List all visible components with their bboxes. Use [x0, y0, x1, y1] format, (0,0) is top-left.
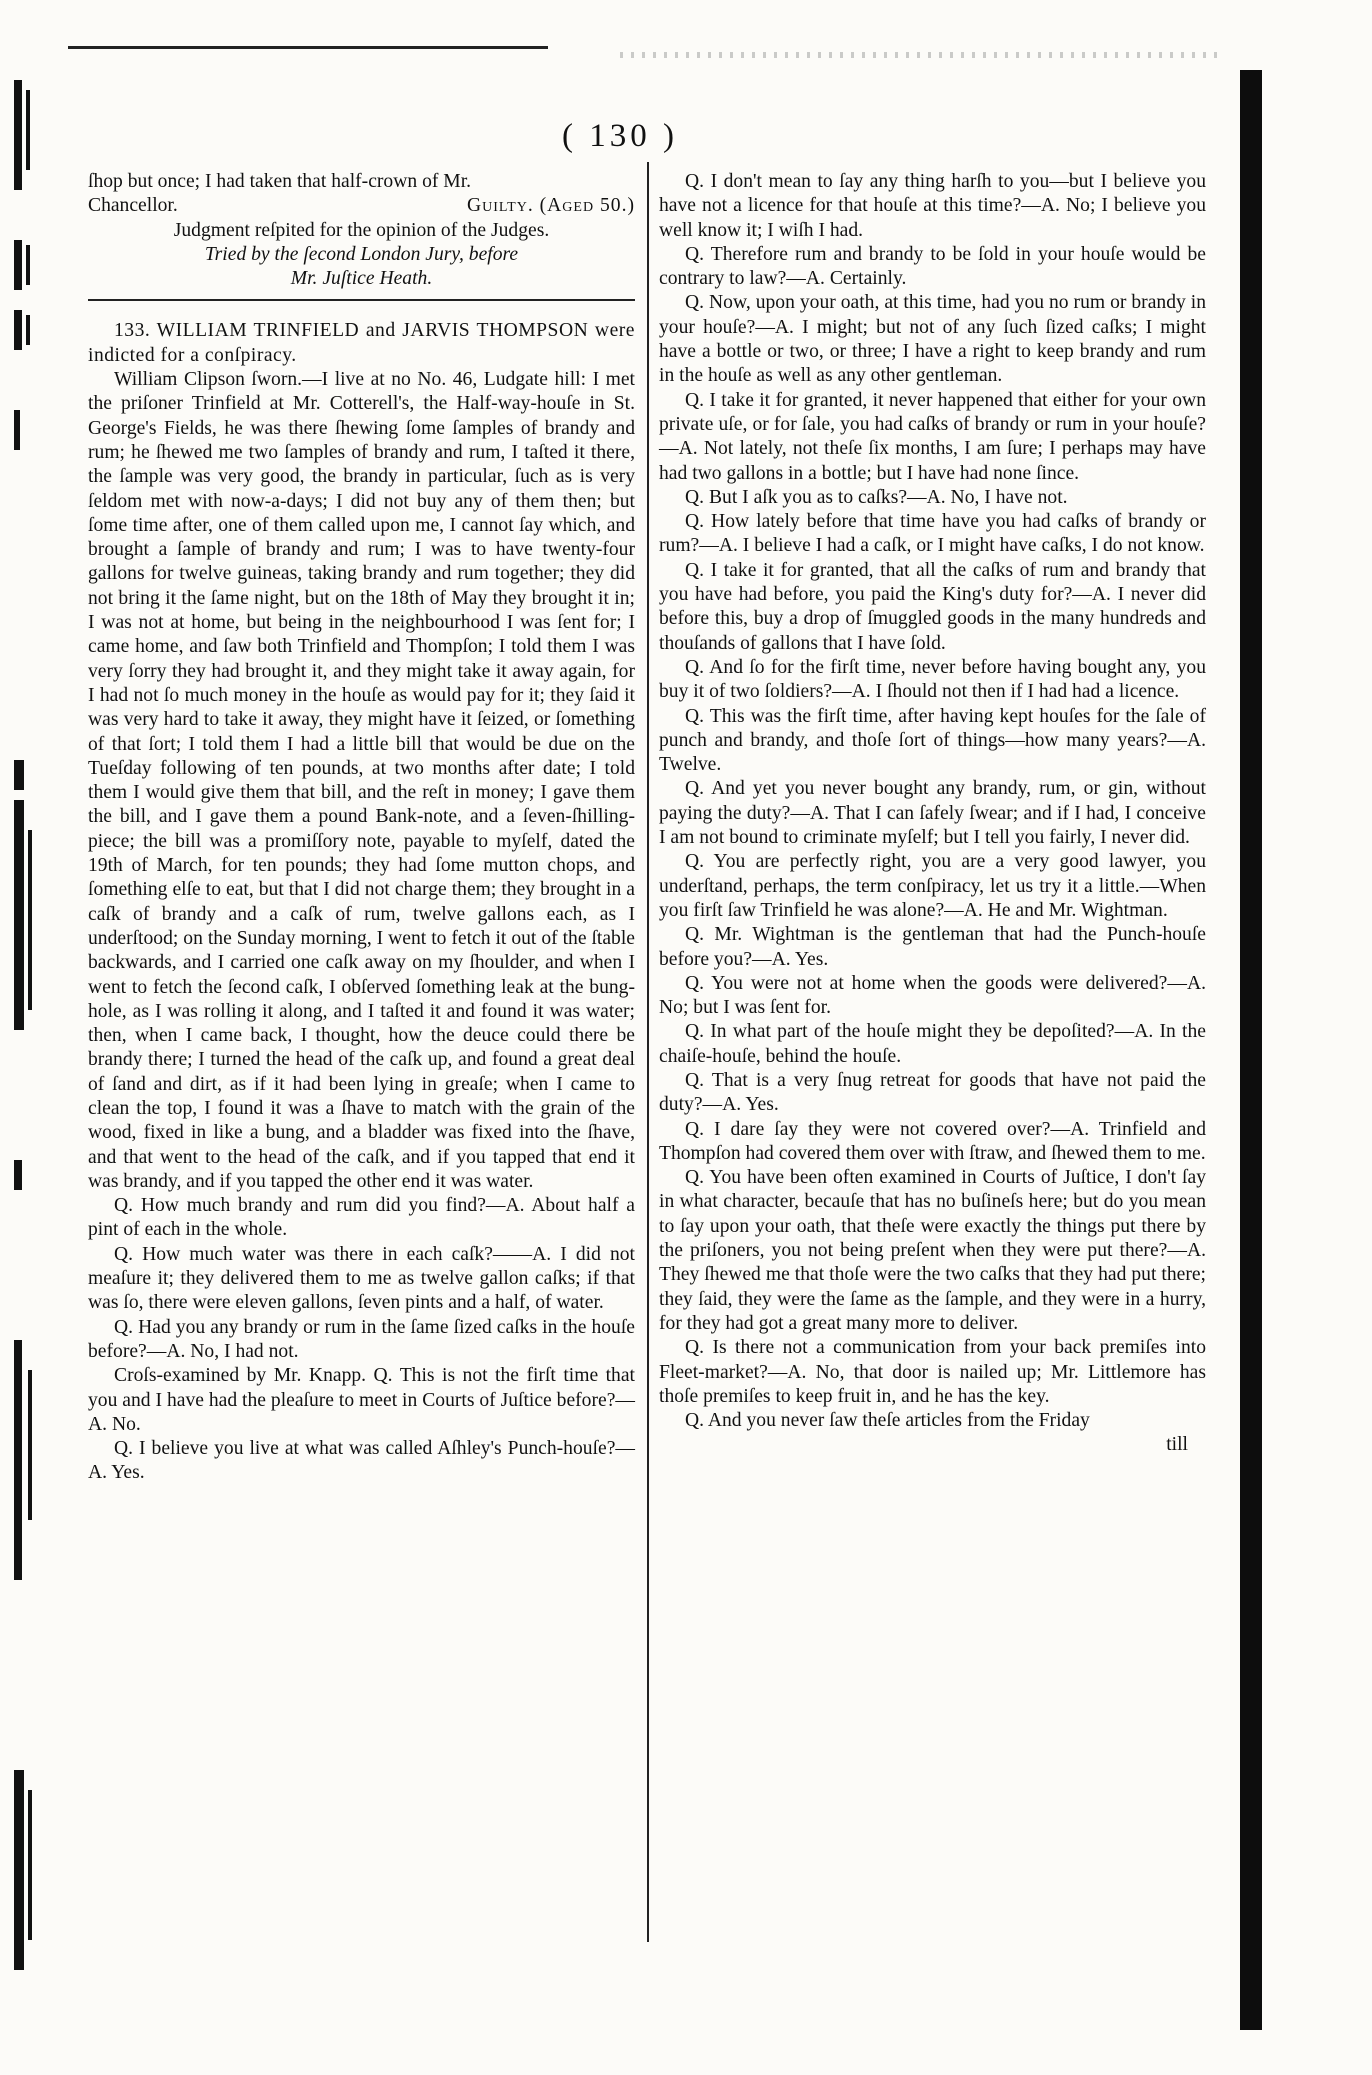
page-number: ( 130 ): [562, 118, 678, 154]
question-answer: Q. I take it for granted, it never happened that either for your own private uſe, or for ſale, you had caſks of brandy or rum in your houſe?—A. Not lately, not theſe ſix months, I am ſure; I perhaps may have had two gallons in a bottle; but I have had none ſince.: [659, 389, 1206, 484]
question-answer: Q. And yet you never bought any brandy, rum, or gin, without paying the duty?—A. That I can ſafely ſwear; and if I had, I conceive I am not bound to criminate myſelf; but I tell you fairly, I never did.: [659, 778, 1206, 849]
column-divider: [647, 162, 649, 1942]
verdict-line: [88, 194, 635, 218]
question-answer: Q. And you never ſaw theſe articles from the Friday: [685, 1410, 1090, 1432]
question-answer: Q. But I aſk you as to caſks?—A. No, I have not.: [685, 486, 1068, 508]
verdict-name: Chancellor.: [88, 195, 178, 217]
question-answer: Q. Had you any brandy or rum in the ſame ſized caſks in the houſe before?—A. No, I had not.: [88, 1316, 635, 1362]
question-answer: Q. How much brandy and rum did you find?—A. About half a pint of each in the whole.: [88, 1195, 635, 1241]
margin-marks: [0, 70, 60, 1970]
judge-line: Mr. Juſtice Heath.: [290, 268, 433, 290]
question-answer: Q. How lately before that time have you had caſks of brandy or rum?—A. I believe I had a caſk, or I might have caſks, I do not know.: [659, 511, 1206, 557]
question-answer: Q. I dare ſay they were not covered over?—A. Trinfield and Thompſon had covered them over with ſtraw, and ſhewed them to me.: [659, 1118, 1206, 1164]
judgment-line: Judgment reſpited for the opinion of the Judges.: [173, 219, 550, 241]
top-speckle: [620, 52, 1220, 58]
question-answer: Q. That is a very ſnug retreat for goods that have not paid the duty?—A. Yes.: [659, 1069, 1206, 1116]
question-answer: Q. In what part of the houſe might they be depoſited?—A. In the chaiſe-houſe, behind the houſe.: [659, 1021, 1206, 1067]
catchword: till: [1166, 1434, 1188, 1456]
question-answer: Q. I don't mean to ſay any thing harſh to you—but I believe you have not a licence for that houſe at this time?—A. No; I believe you well know it; I wiſh I had.: [659, 171, 1206, 241]
question-answer: Q. You have been often examined in Courts of Juſtice, I don't ſay in what character, becauſe that has no buſineſs here; but do you mean to ſay upon your oath, that theſe were exactly the things put there by the priſoners, you not being preſent when they were put there?—A. They ſhewed me that thoſe were the two caſks that they had put there; they ſaid, they were the ſame as the ſample, and they were in a hurry, for they had got a great many more to deliver.: [659, 1167, 1206, 1334]
question-answer: Q. I take it for granted, that all the caſks of rum and brandy that you have had before, you paid the King's duty for?—A. I never did before this, buy a drop of ſmuggled goods in the many hundreds and thouſands of gallons that I have ſold.: [659, 559, 1206, 654]
cross-examination: Croſs-examined by Mr. Knapp. Q. This is not the firſt time that you and I have had the pleaſure to meet in Courts of Juſtice before?—A. No.: [88, 1365, 635, 1435]
question-answer: Q. You were not at home when the goods were delivered?—A. No; but I was ſent for.: [659, 972, 1206, 1019]
testimony-paragraph: William Clipson ſworn.—I live at no No. 46, Ludgate hill: I met the priſoner Trinfield at Mr. Cotterell's, the Half-way-houſe in St. George's Fields, he was there ſhewing ſome ſamples of brandy and rum; he ſhewed me two ſamples of brandy and rum, I taſted it there, the ſample was very good, the brandy in particular, ſuch as is very ſeldom met with now-a-days; I did not buy any of them then; but ſome time after, one of them called upon me, I cannot ſay which, and brought a ſample of brandy and rum; I was to have twenty-four gallons for twelve guineas, taking brandy and rum together; they did not bring it the ſame night, but on the 18th of May they brought it in; I was not at home, but being in the neighbourhood I was ſent for; I came home, and ſaw both Trinfield and Thompſon; I told them I was very ſorry they had brought it, and they might take it away again, for I had not ſo much money in the houſe as would pay for it; they ſaid it was very hard to take it away, they might have it ſeized, or ſomething of that ſort; I told them I had a little bill that would be due on the Tueſday following of ten pounds, at two months after date; I told them I would give them that bill, and the reſt in money; I gave them the bill, and I gave them a pound Bank-note, and a ſeven-ſhilling-piece; the bill was a promiſſory note, payable to myſelf, dated the 19th of March, for ten pounds; they had ſome mutton chops, and ſomething elſe to eat, but that I did not charge them; they brought in a caſk of brandy and a caſk of rum, twelve gallons each, as I underſtood; on the Sunday morning, I went to fetch it out of the ſtable backwards, and I carried one caſk away on my ſhoulder, and when I went to fetch the ſecond caſk, I obſerved ſomething leak at the bung-hole, as I was rolling it along, and I taſted it and found it was water; then, when I came back, I thought, how the deuce could there be brandy there; I turned the head of the caſk up, and found a great deal of ſand and dirt, as if it had been lying in greaſe; when I came to clean the top, I found it was a ſhave to match with the grain of the wood, fixed in like a bung, and a bladder was fixed into the ſhave, and that went to the head of the caſk, and if you tapped that end it was brandy, and if you tapped the other end it was water.: [88, 369, 635, 1192]
question-answer: Q. And ſo for the firſt time, never before having bought any, you buy it of two ſoldiers?—A. I ſhould not then if I had had a licence.: [659, 656, 1206, 703]
question-answer: Q. You are perfectly right, you are a very good lawyer, you underſtand, perhaps, the term conſpiracy, let us try it a little.—When you firſt ſaw Trinfield he was alone?—A. He and Mr. Wightman.: [659, 851, 1206, 921]
verdict-text: Guilty. (Aged 50.): [466, 195, 635, 217]
question-answer: Q. Therefore rum and brandy to be ſold in your houſe would be contrary to law?—A. Certainly.: [659, 243, 1206, 290]
question-answer: Q. Is there not a communication from your back premiſes into Fleet-market?—A. No, that door is nailed up; Mr. Littlemore has thoſe premiſes to keep fruit in, and he has the key.: [659, 1337, 1206, 1407]
case-separator: [88, 299, 635, 301]
case-heading: 133. WILLIAM TRINFIELD and JARVIS THOMPSON were indicted for a conſpiracy.: [88, 320, 635, 366]
jury-line: Tried by the ſecond London Jury, before: [204, 243, 519, 265]
question-answer: Q. How much water was there in each caſk?——A. I did not meaſure it; they delivered them to me as twelve gallon caſks; if that was ſo, there were eleven gallons, ſeven pints and a half, of water.: [88, 1243, 635, 1314]
right-column: [659, 170, 1206, 1458]
question-answer: Q. This was the firſt time, after having kept houſes for the ſale of punch and brandy, and thoſe ſort of things—how many years?—A. Twelve.: [659, 705, 1206, 776]
question-answer: Q. I believe you live at what was called Aſhley's Punch-houſe?—A. Yes.: [88, 1438, 635, 1484]
scan-edge-bar: [1240, 70, 1262, 2030]
question-answer: Q. Now, upon your oath, at this time, had you no rum or brandy in your houſe?—A. I might; but not of any ſuch ſized caſks; I might have a bottle or two, or three; I have a right to keep brandy and rum in the houſe as well as any other gentleman.: [659, 292, 1206, 387]
left-column: [88, 170, 635, 1486]
opening-line: ſhop but once; I had taken that half-crown of Mr.: [88, 171, 472, 192]
top-rule: [68, 46, 548, 49]
question-answer: Q. Mr. Wightman is the gentleman that had the Punch-houſe before you?—A. Yes.: [659, 924, 1206, 970]
